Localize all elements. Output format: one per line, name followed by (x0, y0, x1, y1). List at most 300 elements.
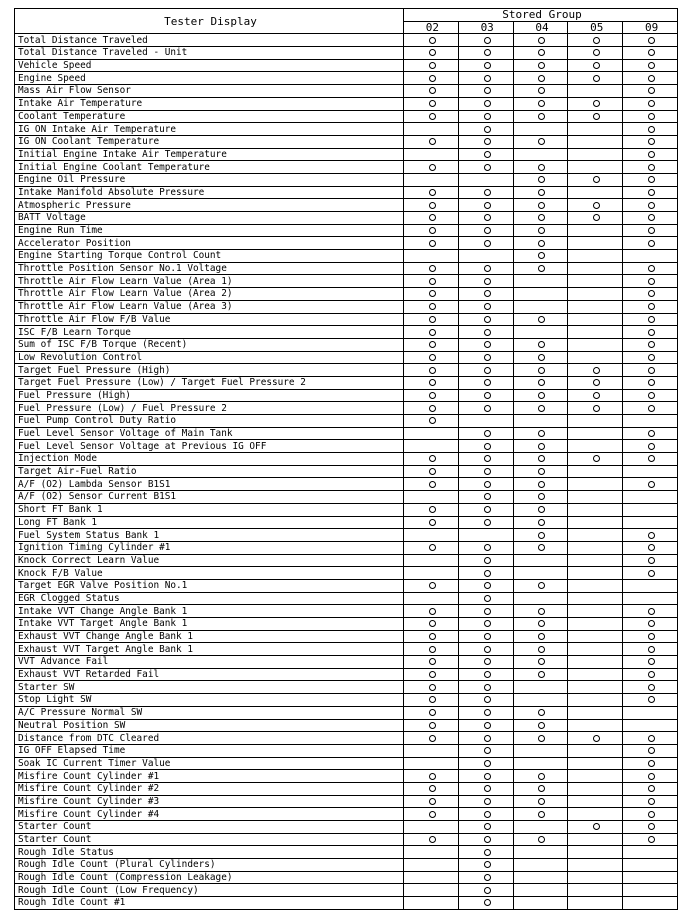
group-cell-02 (404, 72, 459, 85)
group-cell-04 (513, 478, 568, 491)
group-cell-09 (623, 376, 678, 389)
tester-display-item: Atmospheric Pressure (15, 199, 404, 212)
group-cell-03 (458, 706, 513, 719)
stored-circle-icon (484, 582, 491, 589)
group-cell-05 (568, 173, 623, 186)
group-cell-02 (404, 529, 459, 542)
stored-circle-icon (484, 823, 491, 830)
stored-circle-icon (429, 138, 436, 145)
group-cell-03 (458, 110, 513, 123)
stored-circle-icon (648, 37, 655, 44)
stored-circle-icon (538, 37, 545, 44)
group-cell-04 (513, 135, 568, 148)
table-row (15, 224, 678, 237)
group-cell-03 (458, 846, 513, 859)
group-cell-09 (623, 465, 678, 478)
table-row (15, 415, 678, 428)
stored-circle-icon (538, 519, 545, 526)
stored-circle-icon (648, 430, 655, 437)
group-cell-05 (568, 833, 623, 846)
table-row (15, 173, 678, 186)
group-cell-05 (568, 782, 623, 795)
table-row (15, 199, 678, 212)
group-cell-03 (458, 605, 513, 618)
group-cell-05 (568, 427, 623, 440)
stored-circle-icon (648, 532, 655, 539)
stored-circle-icon (538, 138, 545, 145)
group-cell-02 (404, 110, 459, 123)
group-cell-05 (568, 402, 623, 415)
stored-circle-icon (429, 303, 436, 310)
tester-display-item: Rough Idle Count (Low Frequency) (15, 884, 404, 897)
group-cell-09 (623, 110, 678, 123)
stored-circle-icon (648, 696, 655, 703)
group-cell-05 (568, 110, 623, 123)
stored-circle-icon (429, 316, 436, 323)
tester-display-item: Misfire Count Cylinder #1 (15, 770, 404, 783)
table-row (15, 605, 678, 618)
stored-circle-icon (484, 849, 491, 856)
stored-circle-icon (484, 658, 491, 665)
table-row (15, 237, 678, 250)
table-row (15, 135, 678, 148)
table-row (15, 592, 678, 605)
stored-circle-icon (484, 392, 491, 399)
stored-circle-icon (593, 62, 600, 69)
group-cell-05 (568, 212, 623, 225)
stored-circle-icon (648, 620, 655, 627)
table-row (15, 465, 678, 478)
table-row (15, 389, 678, 402)
group-cell-05 (568, 541, 623, 554)
group-cell-04 (513, 186, 568, 199)
group-cell-09 (623, 199, 678, 212)
group-cell-09 (623, 34, 678, 47)
stored-circle-icon (648, 164, 655, 171)
table-row (15, 212, 678, 225)
stored-circle-icon (429, 735, 436, 742)
stored-circle-icon (538, 811, 545, 818)
group-cell-09 (623, 440, 678, 453)
stored-circle-icon (484, 493, 491, 500)
stored-circle-icon (484, 214, 491, 221)
group-cell-09 (623, 656, 678, 669)
table-row (15, 871, 678, 884)
group-cell-09 (623, 516, 678, 529)
stored-circle-icon (429, 379, 436, 386)
group-cell-05 (568, 706, 623, 719)
table-row (15, 59, 678, 72)
group-cell-04 (513, 897, 568, 910)
group-cell-02 (404, 757, 459, 770)
group-cell-04 (513, 288, 568, 301)
table-row (15, 186, 678, 199)
group-cell-04 (513, 389, 568, 402)
group-cell-02 (404, 186, 459, 199)
group-cell-02 (404, 326, 459, 339)
group-cell-04 (513, 554, 568, 567)
group-cell-04 (513, 567, 568, 580)
group-header-05: 05 (568, 21, 623, 34)
table-row (15, 275, 678, 288)
group-cell-02 (404, 795, 459, 808)
group-cell-03 (458, 782, 513, 795)
tester-display-item: Fuel Level Sensor Voltage at Previous IG OFF (15, 440, 404, 453)
stored-circle-icon (648, 227, 655, 234)
group-cell-02 (404, 719, 459, 732)
group-cell-05 (568, 668, 623, 681)
group-cell-02 (404, 237, 459, 250)
stored-circle-icon (648, 100, 655, 107)
group-cell-09 (623, 668, 678, 681)
group-cell-02 (404, 808, 459, 821)
group-cell-09 (623, 148, 678, 161)
stored-circle-icon (484, 646, 491, 653)
group-cell-04 (513, 821, 568, 834)
group-cell-02 (404, 34, 459, 47)
group-cell-02 (404, 782, 459, 795)
group-cell-05 (568, 262, 623, 275)
tester-display-header: Tester Display (15, 9, 404, 34)
group-cell-09 (623, 618, 678, 631)
tester-display-item: Misfire Count Cylinder #3 (15, 795, 404, 808)
group-cell-03 (458, 579, 513, 592)
group-cell-04 (513, 262, 568, 275)
group-cell-05 (568, 770, 623, 783)
stored-circle-icon (484, 290, 491, 297)
group-cell-02 (404, 554, 459, 567)
group-cell-03 (458, 871, 513, 884)
group-cell-02 (404, 123, 459, 136)
group-cell-05 (568, 491, 623, 504)
group-cell-02 (404, 453, 459, 466)
group-cell-09 (623, 757, 678, 770)
stored-circle-icon (484, 544, 491, 551)
tester-display-item: Target EGR Valve Position No.1 (15, 579, 404, 592)
table-row (15, 757, 678, 770)
group-cell-09 (623, 770, 678, 783)
group-cell-02 (404, 364, 459, 377)
group-cell-04 (513, 605, 568, 618)
stored-circle-icon (538, 405, 545, 412)
stored-circle-icon (648, 189, 655, 196)
stored-circle-icon (648, 176, 655, 183)
stored-circle-icon (429, 519, 436, 526)
stored-group-header: Stored Group (404, 9, 678, 22)
group-cell-03 (458, 72, 513, 85)
stored-circle-icon (429, 37, 436, 44)
stored-circle-icon (538, 671, 545, 678)
stored-circle-icon (484, 468, 491, 475)
stored-circle-icon (484, 620, 491, 627)
group-cell-05 (568, 795, 623, 808)
table-row (15, 579, 678, 592)
stored-circle-icon (648, 773, 655, 780)
tester-display-item: Starter SW (15, 681, 404, 694)
group-cell-02 (404, 212, 459, 225)
group-cell-02 (404, 859, 459, 872)
group-cell-05 (568, 389, 623, 402)
tester-display-item: Low Revolution Control (15, 351, 404, 364)
group-cell-04 (513, 681, 568, 694)
group-cell-09 (623, 478, 678, 491)
group-cell-09 (623, 846, 678, 859)
group-cell-02 (404, 732, 459, 745)
stored-circle-icon (484, 405, 491, 412)
group-cell-02 (404, 148, 459, 161)
group-cell-03 (458, 288, 513, 301)
group-cell-05 (568, 376, 623, 389)
group-cell-09 (623, 503, 678, 516)
stored-circle-icon (538, 227, 545, 234)
group-cell-04 (513, 694, 568, 707)
group-header-02: 02 (404, 21, 459, 34)
stored-circle-icon (484, 671, 491, 678)
group-cell-09 (623, 706, 678, 719)
stored-circle-icon (648, 240, 655, 247)
tester-display-item: Target Fuel Pressure (High) (15, 364, 404, 377)
tester-display-item: Vehicle Speed (15, 59, 404, 72)
tester-display-item: Throttle Air Flow Learn Value (Area 3) (15, 300, 404, 313)
stored-circle-icon (429, 658, 436, 665)
group-cell-09 (623, 237, 678, 250)
group-cell-09 (623, 212, 678, 225)
group-cell-04 (513, 199, 568, 212)
stored-circle-icon (648, 290, 655, 297)
table-row (15, 821, 678, 834)
group-cell-03 (458, 440, 513, 453)
table-row (15, 884, 678, 897)
stored-circle-icon (429, 544, 436, 551)
group-cell-04 (513, 884, 568, 897)
group-cell-03 (458, 833, 513, 846)
tester-display-item: Neutral Position SW (15, 719, 404, 732)
stored-circle-icon (484, 722, 491, 729)
group-cell-03 (458, 821, 513, 834)
tester-display-item: Injection Mode (15, 453, 404, 466)
stored-circle-icon (593, 100, 600, 107)
table-row (15, 719, 678, 732)
stored-circle-icon (484, 379, 491, 386)
group-cell-04 (513, 871, 568, 884)
stored-circle-icon (484, 329, 491, 336)
stored-circle-icon (648, 87, 655, 94)
group-cell-09 (623, 85, 678, 98)
group-cell-02 (404, 592, 459, 605)
stored-circle-icon (429, 367, 436, 374)
stored-circle-icon (538, 620, 545, 627)
stored-circle-icon (648, 138, 655, 145)
group-cell-04 (513, 173, 568, 186)
stored-circle-icon (429, 189, 436, 196)
stored-circle-icon (484, 164, 491, 171)
stored-circle-icon (429, 113, 436, 120)
group-cell-05 (568, 224, 623, 237)
group-cell-05 (568, 97, 623, 110)
stored-circle-icon (484, 747, 491, 754)
table-row (15, 732, 678, 745)
group-cell-05 (568, 859, 623, 872)
group-cell-03 (458, 630, 513, 643)
group-cell-04 (513, 402, 568, 415)
group-cell-05 (568, 275, 623, 288)
group-cell-09 (623, 364, 678, 377)
group-cell-03 (458, 529, 513, 542)
stored-circle-icon (538, 798, 545, 805)
stored-circle-icon (538, 367, 545, 374)
group-cell-09 (623, 453, 678, 466)
group-cell-04 (513, 110, 568, 123)
stored-circle-icon (648, 823, 655, 830)
group-cell-09 (623, 275, 678, 288)
table-row (15, 808, 678, 821)
group-cell-04 (513, 630, 568, 643)
group-cell-04 (513, 376, 568, 389)
group-cell-04 (513, 148, 568, 161)
stored-circle-icon (538, 468, 545, 475)
group-cell-03 (458, 402, 513, 415)
group-cell-03 (458, 491, 513, 504)
stored-circle-icon (648, 735, 655, 742)
group-cell-02 (404, 262, 459, 275)
stored-circle-icon (429, 646, 436, 653)
stored-circle-icon (484, 696, 491, 703)
group-cell-03 (458, 275, 513, 288)
group-cell-04 (513, 503, 568, 516)
group-header-03: 03 (458, 21, 513, 34)
table-row (15, 618, 678, 631)
group-cell-04 (513, 250, 568, 263)
stored-circle-icon (429, 354, 436, 361)
group-cell-05 (568, 567, 623, 580)
group-header-09: 09 (623, 21, 678, 34)
group-cell-04 (513, 237, 568, 250)
group-cell-03 (458, 618, 513, 631)
group-cell-05 (568, 821, 623, 834)
stored-circle-icon (538, 189, 545, 196)
tester-display-item: Rough Idle Status (15, 846, 404, 859)
stored-circle-icon (648, 544, 655, 551)
group-cell-09 (623, 719, 678, 732)
stored-circle-icon (484, 481, 491, 488)
group-cell-05 (568, 250, 623, 263)
group-cell-04 (513, 224, 568, 237)
table-row (15, 782, 678, 795)
group-cell-09 (623, 897, 678, 910)
group-cell-05 (568, 757, 623, 770)
stored-circle-icon (538, 785, 545, 792)
stored-circle-icon (648, 481, 655, 488)
stored-circle-icon (484, 811, 491, 818)
table-row (15, 440, 678, 453)
tester-display-item: Exhaust VVT Target Angle Bank 1 (15, 643, 404, 656)
group-cell-04 (513, 427, 568, 440)
group-cell-09 (623, 821, 678, 834)
group-cell-04 (513, 859, 568, 872)
group-cell-09 (623, 795, 678, 808)
group-cell-05 (568, 884, 623, 897)
group-cell-02 (404, 199, 459, 212)
tester-display-item: Engine Oil Pressure (15, 173, 404, 186)
tester-display-item: Intake Manifold Absolute Pressure (15, 186, 404, 199)
tester-display-item: Distance from DTC Cleared (15, 732, 404, 745)
stored-circle-icon (648, 316, 655, 323)
stored-circle-icon (593, 37, 600, 44)
group-cell-05 (568, 554, 623, 567)
stored-circle-icon (648, 214, 655, 221)
tester-display-item: Exhaust VVT Change Angle Bank 1 (15, 630, 404, 643)
group-cell-03 (458, 897, 513, 910)
group-cell-03 (458, 554, 513, 567)
group-cell-03 (458, 161, 513, 174)
stored-circle-icon (648, 367, 655, 374)
stored-circle-icon (648, 747, 655, 754)
tester-display-item: Fuel Pump Control Duty Ratio (15, 415, 404, 428)
tester-display-item: IG ON Intake Air Temperature (15, 123, 404, 136)
group-cell-03 (458, 541, 513, 554)
table-row (15, 846, 678, 859)
group-cell-03 (458, 59, 513, 72)
table-row (15, 148, 678, 161)
stored-circle-icon (593, 202, 600, 209)
stored-circle-icon (648, 75, 655, 82)
stored-circle-icon (593, 379, 600, 386)
group-cell-04 (513, 719, 568, 732)
table-row (15, 668, 678, 681)
group-cell-03 (458, 453, 513, 466)
group-cell-05 (568, 897, 623, 910)
table-row (15, 72, 678, 85)
stored-circle-icon (648, 341, 655, 348)
group-cell-04 (513, 770, 568, 783)
group-cell-09 (623, 529, 678, 542)
group-cell-02 (404, 630, 459, 643)
table-row (15, 453, 678, 466)
group-cell-04 (513, 465, 568, 478)
group-cell-05 (568, 605, 623, 618)
tester-display-item: Sum of ISC F/B Torque (Recent) (15, 338, 404, 351)
stored-circle-icon (429, 785, 436, 792)
group-cell-04 (513, 541, 568, 554)
stored-circle-icon (538, 87, 545, 94)
group-cell-02 (404, 618, 459, 631)
group-cell-04 (513, 516, 568, 529)
group-cell-04 (513, 326, 568, 339)
stored-circle-icon (648, 646, 655, 653)
table-row (15, 288, 678, 301)
tester-display-item: Total Distance Traveled - Unit (15, 47, 404, 60)
group-cell-05 (568, 846, 623, 859)
group-cell-03 (458, 808, 513, 821)
group-cell-03 (458, 389, 513, 402)
stored-circle-icon (648, 303, 655, 310)
group-cell-05 (568, 618, 623, 631)
stored-circle-icon (429, 722, 436, 729)
stored-circle-icon (538, 252, 545, 259)
stored-circle-icon (429, 709, 436, 716)
group-cell-03 (458, 237, 513, 250)
stored-circle-icon (484, 633, 491, 640)
group-cell-02 (404, 250, 459, 263)
group-cell-09 (623, 59, 678, 72)
group-cell-03 (458, 478, 513, 491)
group-cell-09 (623, 427, 678, 440)
group-cell-02 (404, 59, 459, 72)
stored-circle-icon (429, 392, 436, 399)
group-cell-04 (513, 338, 568, 351)
group-cell-05 (568, 135, 623, 148)
group-cell-02 (404, 415, 459, 428)
